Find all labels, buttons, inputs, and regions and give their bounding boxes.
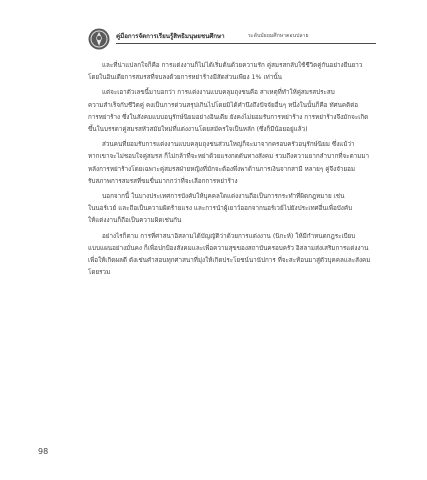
text-line: ความสำเร็จกับชีวิตคู่ คงเป็นการด่วนสรุปเกินไปโดยมิได้คำนึงถึงปัจจัยอื่นๆ หนึ่งในนั้นก็คือ ทัศนคติต่อ: [88, 101, 359, 109]
text-line: และที่น่าแปลกใจก็คือ การแต่งงานก็ไม่ได้เริ่มต้นด้วยความรัก คู่สมรสกลับใช้ชีวิตคู่กันอย่างยืนยาว: [102, 62, 363, 69]
text-line: โดยรวม: [88, 269, 111, 277]
text-line: ขึ้นในบรรดาคู่สมรสหัวสมัยใหม่ที่แต่งงานโดยสมัครใจเป็นหลัก (ซึ่งก็มีน้อยอยู่แล้ว): [88, 126, 308, 134]
page-header: [88, 28, 376, 50]
text-line: เพื่อให้เกิดผลดี ดังเช่นคำสอนทุกศาสนาที่มุ่งให้เกิดประโยชน์นานัปการ ที่จะสะท้อนมาสู่ตัวบุคคลและสังคม: [88, 257, 371, 265]
text-line: ในนอร์เวย์ และถือเป็นความผิดร้ายแรง และการนำผู้เยาว์ออกจากนอร์เวย์ไปยังประเทศอื่นเพื่อบังคับ: [88, 205, 353, 213]
text-line: โดยในอินเดียการสมรสที่จบลงด้วยการหย่าร้างมีสัดส่วนเพียง 1% เท่านั้น: [88, 74, 282, 82]
paragraph: [88, 231, 376, 280]
header-title: คู่มือการจัดการเรียนรู้สิทธิมนุษยชนศึกษา: [116, 33, 225, 40]
paragraph: [88, 87, 376, 136]
text-line: หลังการหย่าร้างโดยเฉพาะคู่สมรสฝ่ายหญิงที่มักจะต้องพึ่งพาด้านการเงินจากสามี หลายๆ คู่จึงจำยอม: [88, 165, 356, 173]
text-line: นอกจากนี้ ในบางประเทศการบังคับให้บุคคลใดแต่งงานถือเป็นการกระทำที่ผิดกฎหมาย เช่น: [102, 193, 345, 201]
header-divider: [116, 43, 376, 44]
body-text: [88, 60, 376, 282]
text-line: อย่างไรก็ตาม การที่ศาสนาอิสลามได้บัญญัติว่าด้วยการแต่งงาน (นิกะห์) ให้มีกำหนดกฎระเบียบ: [102, 232, 356, 240]
paragraph: [88, 139, 376, 188]
paragraph: [88, 191, 376, 228]
text-line: รับสภาพการสมรสที่ขมขื่นมากกว่าที่จะเลือกการหย่าร้าง: [88, 177, 238, 185]
text-line: แบบแผนอย่างมั่นคง ก็เพื่อปกป้องสังคมและเพื่อความสุขของสถาบันครอบครัว อิสลามส่งเสริมการแต่งงาน: [88, 244, 369, 252]
text-line: การหย่าร้าง ซึ่งในสังคมแบบอนุรักษ์นิยมอย่างอินเดีย ยังคงไม่ยอมรับการหย่าร้าง การหย่าร้างจึงมักจะเกิด: [88, 113, 369, 121]
text-line: แต่จะเอาตัวเลขนี้มาบอกว่า การแต่งงานแบบคลุมถุงชนคือ สาเหตุที่ทำให้คู่สมรสประสบ: [102, 89, 335, 97]
text-line: ส่วนคนที่ยอมรับการแต่งงานแบบคลุมถุงชนส่วนใหญ่ก็จะมาจากครอบครัวอนุรักษ์นิยม ซึ่งแม้ว่า: [102, 141, 355, 149]
paragraph: [88, 60, 376, 84]
header-subtitle: ระดับมัธยมศึกษาตอนปลาย: [248, 33, 309, 39]
text-line: หากเขาจะไม่ชอบใจคู่สมรส ก็ไม่กล้าที่จะหย่าด้วยแรงกดดันทางสังคม รวมถึงความยากลำบากที่จะตามมา: [88, 153, 370, 161]
page-number: 98: [38, 447, 49, 456]
emblem-logo-icon: [88, 28, 110, 50]
text-line: ให้แต่งงานก็ถือเป็นความผิดเช่นกัน: [88, 217, 182, 225]
